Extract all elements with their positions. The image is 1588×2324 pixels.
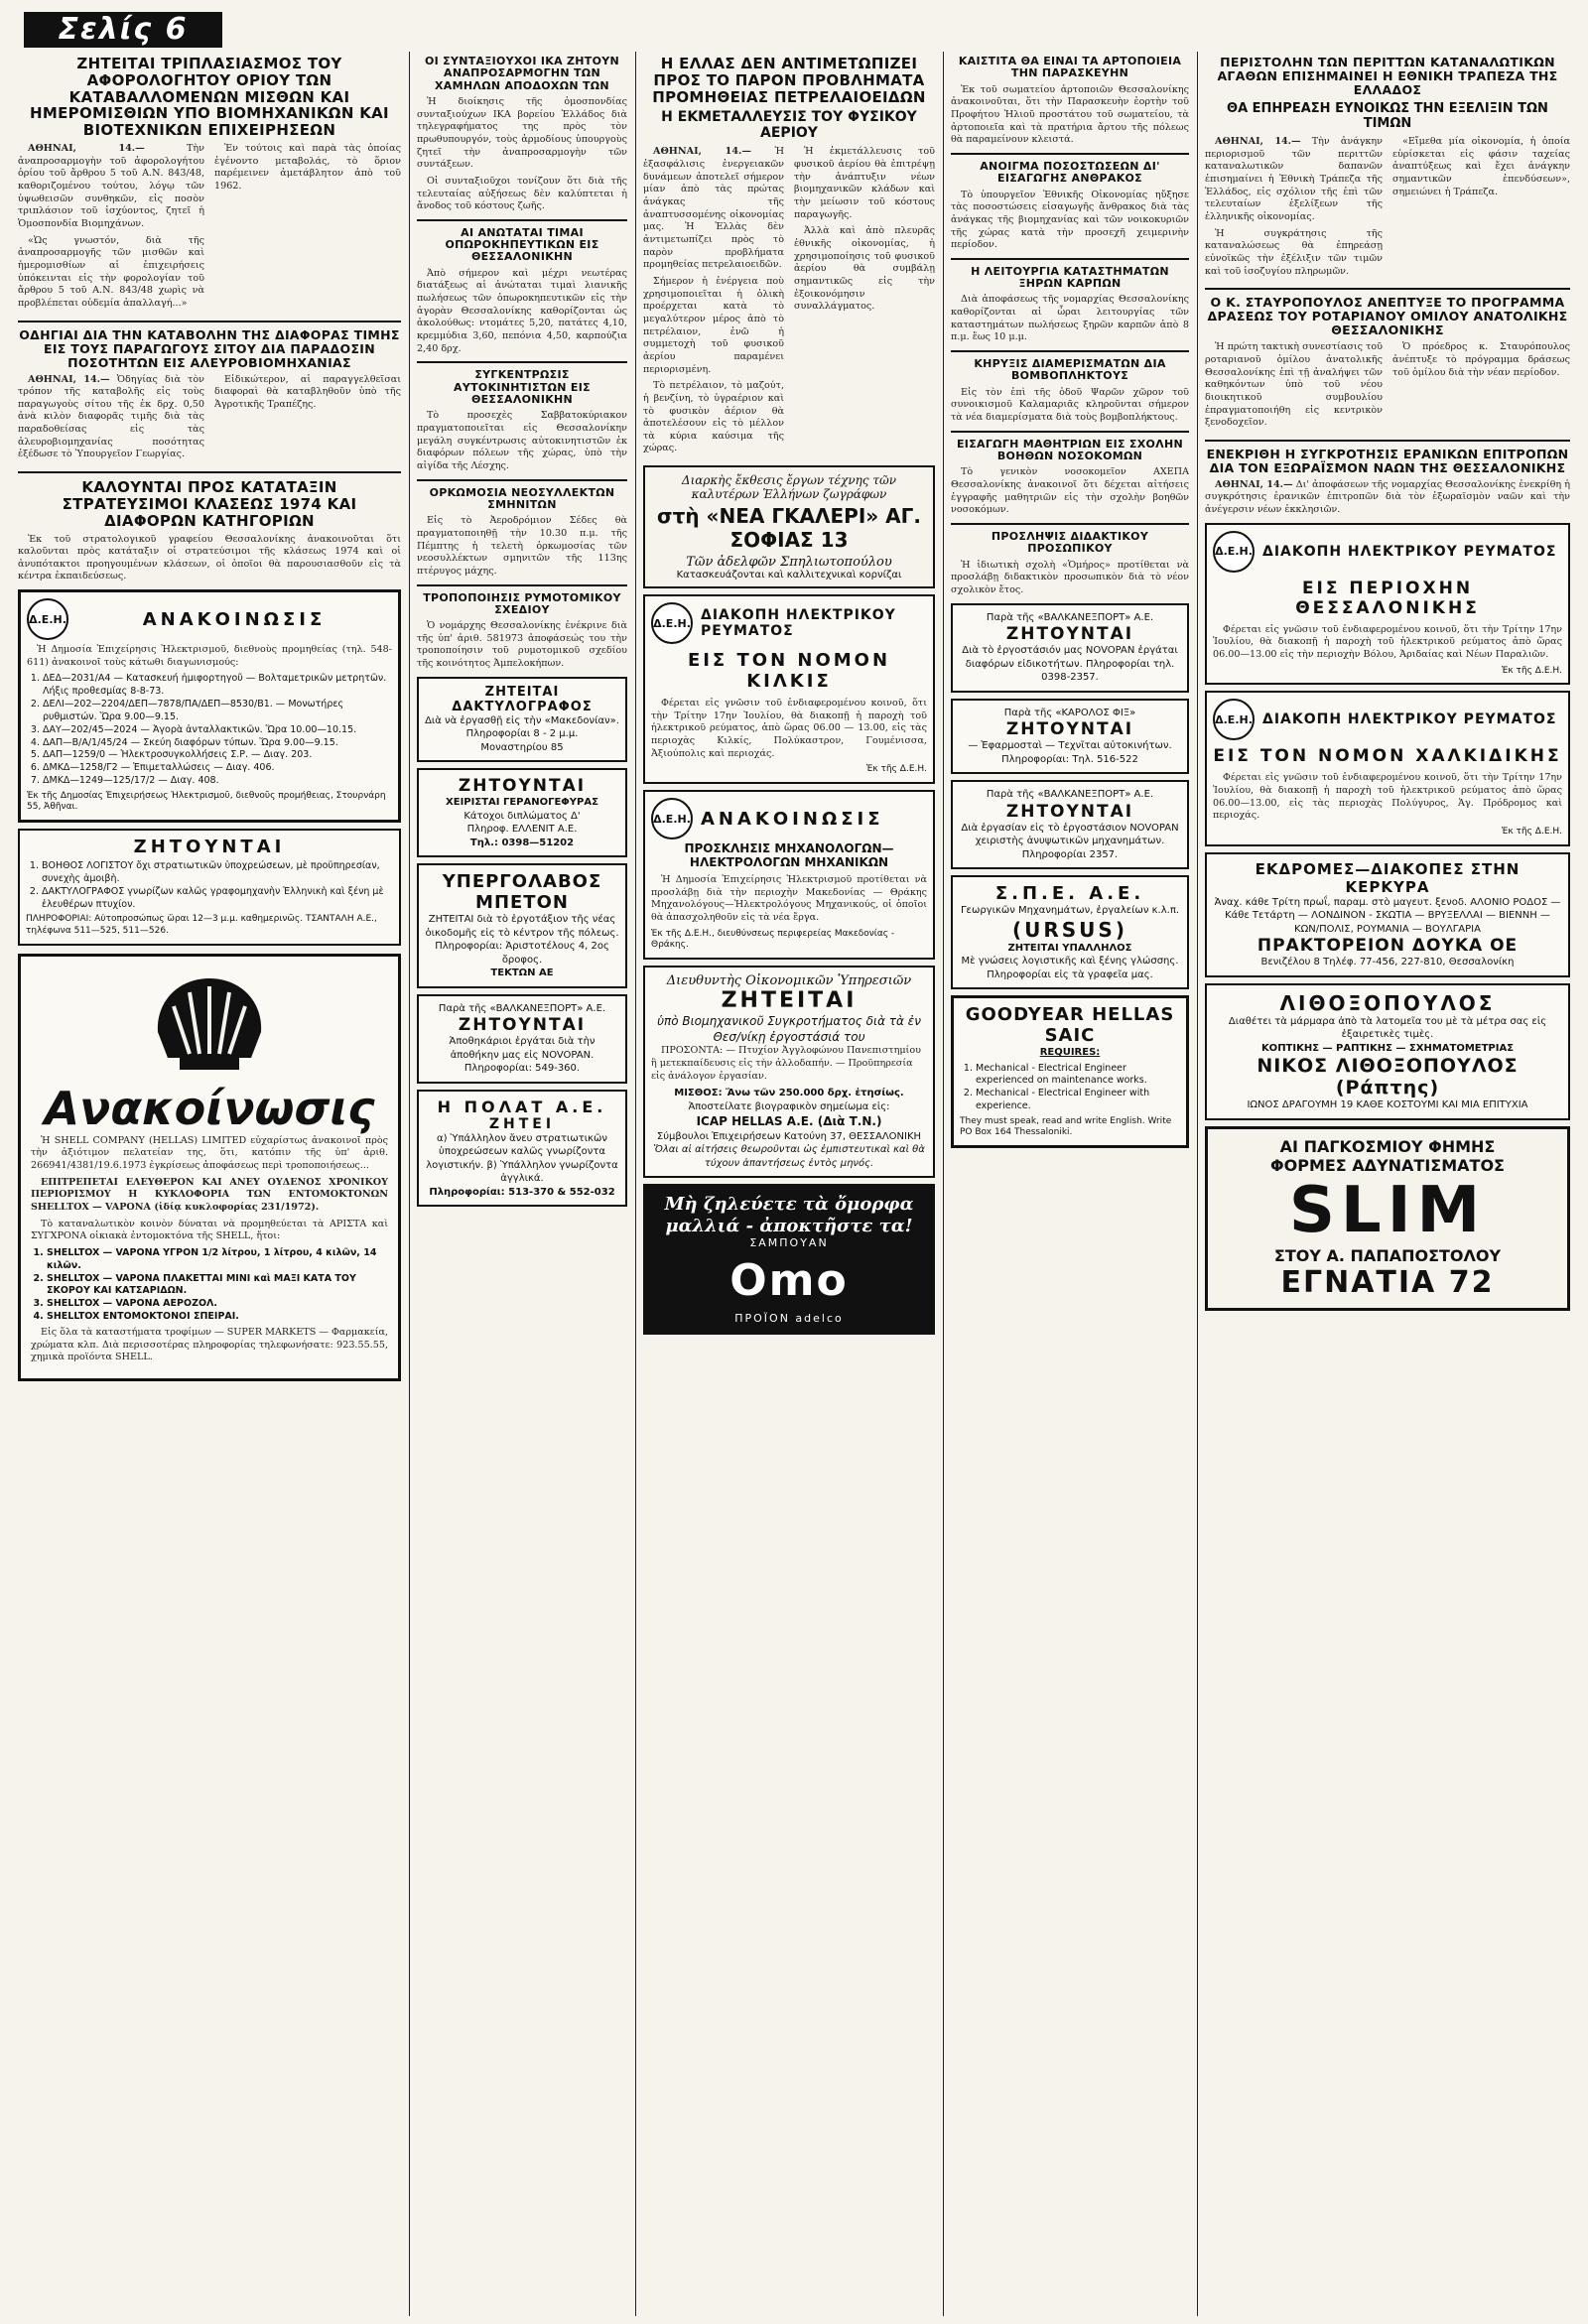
notice-footer: Ἐκ τῆς Δ.Ε.Η.	[1501, 827, 1562, 838]
article-text: «Εἴμεθα μία οἰκονομία, ἡ ὁποία εὑρίσκεται εἰς φάσιν ταχείας ἀναπτύξεως καὶ ἔχει ἀνάγκην σημαντικῶν ἐπενδύσεων», σημειώνει ἡ Τράπεζα.	[1392, 136, 1570, 197]
article-text: Ὁδηγίας διὰ τὸν τρόπον τῆς καταβολῆς εἰς τοὺς παραγωγοὺς σίτου τῆς ἐκ δρχ. 0,50 ἀνὰ κιλὸν διαφορᾶς τιμῆς διὰ τὰς παραδοθείσας εἰς τὰς ἀλευροβιομηχανίας ποσότητας ἐξέδωσε τὸ Ὑπουργεῖον Γεωργίας.	[18, 373, 204, 460]
ad-title: Σ.Π.Ε. Α.Ε.	[994, 883, 1145, 904]
list-item: 1. ΒΟΗΘΟΣ ΛΟΓΙΣΤΟΥ ὄχι στρατιωτικῶν ὑποχρεώσεων, μὲ προϋπηρεσίαν, συνεχὴς ἀμοιβὴ.	[42, 860, 393, 886]
travel-ad	[1205, 852, 1570, 977]
power-outage-notice	[1205, 523, 1570, 686]
ad-text: ΚΟΠΤΙΚΗΣ — ΡΑΠΤΙΚΗΣ — ΣΧΗΜΑΤΟΜΕΤΡΙΑΣ	[1260, 1042, 1515, 1054]
article-text: Τὸ ὑπουργεῖον Ἐθνικῆς Οἰκονομίας ηὔξησε τὰς ποσοστώσεις εἰσαγωγῆς ἄνθρακος διὰ τὰς ἀνάγκας τῆς βιομηχανίας καὶ τῶν νοικοκυριῶν τῆς χώρας κατὰ τὴν προσεχῆ χειμερινὴν περίοδον.	[951, 189, 1189, 251]
omo-shampoo-ad	[643, 1184, 935, 1335]
column-2	[417, 52, 627, 2316]
ad-title: ΖΗΤΟΥΝΤΑΙ	[458, 1015, 587, 1036]
article-text: Ἀπὸ σήμερον καὶ μέχρι νεωτέρας διατάξεως αἱ ἀνώταται τιμαὶ λιανικῆς πωλήσεως τῶν ὀπωροκηπευτικῶν εἰς τὴν ἀγορὰν Θεσσαλονίκης καθορίζονται ὡς ἀκολούθως: ντομάτες 5,20, πατάτες 4,10, κρεμμύδια 3,60, πεπόνια 4,50, καρπούζια 2,40 δρχ.	[417, 267, 627, 354]
divider	[417, 361, 627, 363]
classified-ad	[951, 699, 1189, 775]
subheadline: Η ΕΚΜΕΤΑΛΛΕΥΣΙΣ ΤΟΥ ΦΥΣΙΚΟΥ ΑΕΡΙΟΥ	[661, 109, 917, 142]
ad-text: Σύμβουλοι Ἐπιχειρήσεων Κατούνη 37, ΘΕΣΣΑΛΟΝΙΚΗ	[656, 1130, 922, 1142]
list-item: 3. ΔΑΥ—202/45—2024 — Ἀγορὰ ἀνταλλακτικῶν. Ὥρα 10.00—10.15.	[43, 724, 392, 737]
list-item: 5. ΔΑΠ—1259/0 — Ἠλεκτροσυγκολλήσεις Σ.Ρ. — Διαγ. 203.	[43, 749, 392, 762]
column-rule	[409, 52, 410, 2316]
omo-logo-icon: Omo	[729, 1255, 849, 1307]
column-rule	[943, 52, 944, 2316]
article-text: Ὁ νομάρχης Θεσσαλονίκης ἐνέκρινε διὰ τῆς ὑπ' ἀριθ. 581973 ἀποφάσεώς του τὴν τροποποίησιν τοῦ ρυμοτομικοῦ σχεδίου τῆς κοινότητος Ἀμπελοκήπων.	[417, 620, 627, 670]
ad-text: Ὅλαι αἱ αἰτήσεις θεωροῦνται ὡς ἐμπιστευτικαὶ καὶ θὰ τύχουν ἀπαντήσεως ἐντὸς μηνός.	[653, 1144, 925, 1169]
announcement-footer: Ἐκ τῆς Δημοσίας Ἐπιχειρήσεως Ἠλεκτρισμοῦ, διεθνοῦς προμήθειας, Στουρνάρη 55, Ἀθῆναι.	[27, 790, 386, 813]
classified-ad	[417, 768, 627, 857]
ad-text: Μοναστηρίου 85	[480, 741, 564, 753]
deh-logo-icon: Δ.Ε.Η.	[1213, 531, 1255, 573]
ad-text: Ἀναχ. κάθε Τρίτη πρωΐ, παραμ. στὸ μαγευτ. ξενοδ. ΑΛΟΝΙΟ ΡΟΔΟΣ — Κάθε Τετάρτη — ΛΟΝΔΙΝΟΝ - ΣΚΩΤΙΑ — ΒΡΥΞΕΛΛΑΙ — ΒΙΕΝΝΗ — ΚΩΝ/ΠΟΛΙΣ, ΡΟΥΜΑΝΙΑ — ΒΟΥΛΓΑΡΙΑ	[1214, 896, 1561, 935]
article-text: Ἡ ἐκμετάλλευσις τοῦ φυσικοῦ ἀερίου θὰ ἐπιτρέψῃ τὴν ἀνάπτυξιν νέων βιομηχανικῶν κλάδων καὶ τὴν μείωσιν τοῦ κόστους παραγωγῆς.	[794, 146, 935, 220]
marble-ad	[1205, 983, 1570, 1120]
ad-text: Γεωργικῶν Μηχανημάτων, ἐργαλείων κ.λ.π.	[960, 905, 1180, 916]
newspaper-page	[14, 8, 1574, 2316]
article-text: Ἐκ τοῦ σωματείου ἀρτοποιῶν Θεσσαλονίκης ἀνακοινοῦται, ὅτι τὴν Παρασκευὴν ἑορτὴν τοῦ Προφήτου Ἠλιοῦ προστάτου τοῦ σωματείου, τὰ ἀρτοποιεῖα καὶ τὰ πρατήρια ἄρτου τῆς πόλεως θὰ παραμείνουν κλειστά.	[951, 83, 1189, 146]
ad-footer: ΠΛΗΡΟΦΟΡΙΑΙ: Αὐτοπροσώπως ὥραι 12—3 μ.μ. καθημερινῶς. ΤΣΑΝΤΑΛΗ Α.Ε., τηλέφωνα 511—525, 511—526.	[26, 914, 377, 937]
power-outage-notice	[1205, 691, 1570, 845]
classified-ad	[951, 603, 1189, 693]
ad-text: ΙΩΝΟΣ ΔΡΑΓΟΥΜΗ 19 ΚΑΘΕ ΚΟΣΤΟΥΜΙ ΚΑΙ ΜΙΑ ΕΠΙΤΥΧΙΑ	[1247, 1099, 1528, 1111]
ad-text: Παρὰ τῆς «ΚΑΡΟΛΟΣ ΦΙΞ»	[1003, 707, 1136, 718]
ad-title: ΖΗΤΟΥΝΤΑΙ	[1005, 624, 1134, 644]
divider	[18, 471, 401, 473]
article-text: Ἡ διοίκησις τῆς ὁμοσπονδίας συνταξιούχων ΙΚΑ βορείου Ἑλλάδος διὰ τηλεγραφήματος της πρὸς τὸν πρωθυπουργόν, τοὺς ἁρμοδίους ὑπουργοὺς ζητεῖ τὴν ἀναπροσαρμογὴν τῶν συντάξεων.	[417, 95, 627, 171]
notice-title: ΔΙΑΚΟΠΗ ΗΛΕΚΤΡΙΚΟΥ ΡΕΥΜΑΤΟΣ	[701, 607, 896, 640]
announcement-intro: Ἡ Δημοσία Ἐπιχείρησις Ἠλεκτρισμοῦ, διεθνοὺς προμηθείας (τηλ. 548-611) ἀνακοινοῖ τοὺς κάτωθι διαγωνισμούς:	[27, 644, 392, 668]
list-item: 7. ΔΜΚΔ—1249—125/17/2 — Διαγ. 408.	[43, 775, 392, 788]
shell-ad	[18, 954, 401, 1381]
shell-logo-icon	[150, 972, 269, 1076]
article-text: Ὁ πρόεδρος κ. Σταυρόπουλος ἀνέπτυξε τὸ πρόγραμμα δράσεως τοῦ ὁμίλου διὰ τὴν νέαν περίοδον.	[1392, 341, 1570, 378]
headline: ΑΝΟΙΓΜΑ ΠΟΣΟΣΤΩΣΕΩΝ ΔΙ' ΕΙΣΑΓΩΓΗΣ ΑΝΘΡΑΚΟΣ	[980, 159, 1160, 186]
notice-title: ΔΙΑΚΟΠΗ ΗΛΕΚΤΡΙΚΟΥ ΡΕΥΜΑΤΟΣ	[1262, 711, 1557, 728]
ad-title: Η ΠΟΛΑΤ Α.Ε.	[437, 1097, 607, 1116]
notice-area: ΕΙΣ ΤΟΝ ΝΟΜΟΝ ΚΙΛΚΙΣ	[687, 650, 891, 693]
divider	[951, 153, 1189, 155]
ad-text: ΖΗΤΕΙΤΑΙ ΥΠΑΛΛΗΛΟΣ	[1007, 942, 1132, 954]
classified-ad	[417, 677, 627, 763]
divider	[951, 258, 1189, 260]
subheadline: ΘΑ ΕΠΗΡΕΑΣΗ ΕΥΝΟΙΚΩΣ ΤΗΝ ΕΞΕΛΙΞΙΝ ΤΩΝ ΤΙΜΩΝ	[1227, 101, 1548, 131]
column-5	[1205, 52, 1570, 2316]
ad-text: Τῶν ἀδελφῶν Σπηλιωτοπούλου	[686, 555, 892, 571]
headline: Η ΛΕΙΤΟΥΡΓΙΑ ΚΑΤΑΣΤΗΜΑΤΩΝ ΞΗΡΩΝ ΚΑΡΠΩΝ	[971, 264, 1169, 291]
list-item: 3. SHELLTOX — VAPONA ΑΕΡΟΖΟΛ.	[47, 1298, 388, 1311]
article-text: Εἰδικώτερον, αἱ παραγγελθεῖσαι διαφοραὶ θὰ καταβληθοῦν ὑπὸ τῆς Ἀγροτικῆς Τραπέζης.	[214, 373, 401, 410]
ad-text: Κάτοχοι διπλώματος Δ'	[463, 810, 581, 822]
article-text: Ἐκ τοῦ στρατολογικοῦ γραφείου Θεσσαλονίκης ἀνακοινοῦται ὅτι καλοῦνται πρὸς κατάταξιν οἱ στρατεύσιμοι τῆς κλάσεως 1974 καὶ οἱ ἀνυπότακτοι προηγουμένων κλάσεων, οἱ ὁποῖοι θὰ παρουσιασθοῦν εἰς τὰ κέντρα ἐκπαιδεύσεως.	[18, 533, 401, 582]
power-outage-notice	[643, 594, 935, 784]
ad-text: Παρὰ τῆς «ΒΑΛΚΑΝΕΞΠΟΡΤ» Α.Ε.	[986, 611, 1154, 623]
ad-text: Ἀποθηκάριοι ἐργάται διὰ τὴν ἀποθήκην μας εἰς NOVOPAN. Πληροφορίαι: 549-360.	[449, 1036, 596, 1075]
ad-title: ΠΡΑΚΤΟΡΕΙΟΝ ΔΟΥΚΑ ΟΕ	[1257, 936, 1519, 957]
ad-title: ΖΗΤΟΥΝΤΑΙ	[133, 837, 286, 858]
article-text: Ἐν τούτοις καὶ παρὰ τὰς ὁποίας ἐγένοντο μεταβολάς, τὸ ὅριον παρέμεινεν ἀμετάβλητον ἀπὸ τοῦ 1962.	[214, 142, 401, 192]
ad-text: Μὲ γνώσεις λογιστικῆς καὶ ξένης γλώσσης. Πληροφορίαι εἰς τὰ γραφεῖα μας.	[961, 956, 1179, 980]
ad-text: Διὰ τὸ ἐργοστάσιόν μας NOVOPAN ἐργάται διαφόρων εἰδικοτήτων. Πληροφορίαι τηλ. 0398-2357.	[962, 645, 1178, 683]
ad-text: Τηλ.: 0398—51202	[469, 837, 575, 848]
ad-text: REQUIRES:	[1039, 1047, 1101, 1058]
deh-logo-icon: Δ.Ε.Η.	[27, 598, 68, 640]
article-text: Τὴν ἀναπροσαρμογὴν τοῦ ἀφορολογήτου ὁρίου τοῦ ἄρθρου 5 τοῦ Α.Ν. 843/48, καθοριζομένου τούτου, λόγῳ τῶν ὑψωθεισῶν συνθηκῶν, εἰς ποσὸν τριπλάσιον τοῦ ἰσχύοντος, ζητεῖ ἡ Ὁμοσπονδία Βιομηχάνων.	[18, 142, 204, 229]
list-item: 1. SHELLTOX — VAPONA ΥΓΡΟΝ 1/2 λίτρου, 1 λίτρου, 4 κιλῶν, 14 κιλῶν.	[47, 1247, 388, 1273]
divider	[1205, 288, 1570, 290]
divider	[951, 431, 1189, 433]
ad-text: ΖΗΤΕΙΤΑΙ διὰ τὸ ἐργοτάξιον τῆς νέας ὀικοδομῆς εἰς τὸ κέντρον τῆς πόλεως. Πληροφορίαι: Ἀριστοτέλους 4, 2ος ὄροφος.	[425, 914, 619, 966]
announcement-title: ΑΝΑΚΟΙΝΩΣΙΣ	[142, 608, 327, 630]
ad-text: ΠΡΟΣΟΝΤΑ: — Πτυχίον Ἀγγλοφώνου Πανεπιστημίου ἢ μετεκπαίδευσις εἰς τὴν ἀλλοδαπήν. — Προϋπηρεσία εἰς ἀνάλογον ἐργασίαν.	[651, 1045, 921, 1082]
ad-text: Βενιζέλου 8 Τηλέφ. 77-456, 227-810, Θεσσαλονίκη	[1260, 957, 1515, 968]
goodyear-ad	[951, 995, 1189, 1148]
ad-text: Διαρκὴς ἔκθεσις ἔργων τέχνης τῶν καλυτέρων Ἑλλήνων ζωγράφων	[681, 473, 897, 502]
dateline: ΑΘΗΝΑΙ, 14.—	[1215, 136, 1301, 147]
divider	[417, 479, 627, 481]
headline: Η ΕΛΛΑΣ ΔΕΝ ΑΝΤΙΜΕΤΩΠΙΖΕΙ ΠΡΟΣ ΤΟ ΠΑΡΟΝ ΠΡΟΒΛΗΜΑΤΑ ΠΡΟΜΗΘΕΙΑΣ ΠΕΤΡΕΛΑΙΟΕΙΔΩΝ	[652, 55, 926, 106]
deh-logo-icon: Δ.Ε.Η.	[651, 798, 693, 839]
ad-title: ΖΗΤΟΥΝΤΑΙ	[1005, 719, 1134, 739]
ad-text: ΠΡΟΪΟΝ adelco	[734, 1312, 844, 1326]
ad-title: ΝΙΚΟΣ ΛΙΘΟΞΟΠΟΥΛΟΣ (Ράπτης)	[1257, 1055, 1519, 1099]
classified-ad	[951, 875, 1189, 989]
divider	[417, 219, 627, 221]
ad-title: ΖΗΤΟΥΝΤΑΙ	[458, 776, 587, 797]
notice-text: Φέρεται εἰς γνῶσιν τοῦ ἐνδιαφερομένου κοινοῦ, ὅτι τὴν Τρίτην 17ην Ἰουλίου, θὰ διακοπῇ ἡ παροχὴ τοῦ ἠλεκτρικοῦ ρεύματος ἀπὸ ὥρας 06.00—13.00 εἰς τὴν περιοχὴν Βόλου, Ἀριδαίας καὶ Νέων Παραλιῶν.	[1213, 623, 1562, 661]
dateline: ΑΘΗΝΑΙ, 14.—	[1215, 478, 1293, 490]
list-item: 1. ΔΕΔ—2031/Α4 — Κατασκευή ἡμιφορτηγοῦ — Βολταμετρικῶν μετρητῶν. Λήξις προθεσμίας 8-8-73.	[43, 673, 392, 699]
article-text: Τὸ γενικὸν νοσοκομεῖον ΑΧΕΠΑ Θεσσαλονίκης ἀνακοινοῖ ὅτι δέχεται αἰτήσεις ἐγγραφῆς μαθητριῶν εἰς τὴν σχολὴν βοηθῶν νοσοκόμων.	[951, 466, 1189, 516]
ad-text: Πληροφ. ΕΛΛΕΝΙΤ Α.Ε.	[466, 824, 578, 836]
ad-text: Διαθέτει τὰ μάρμαρα ἀπὸ τὰ λατομεῖα του μὲ τὰ μέτρα σας εἰς ἐξαιρετικὲς τιμὲς.	[1228, 1015, 1547, 1041]
ad-text: ΧΕΙΡΙΣΤΑΙ ΓΕΡΑΝΟΓΕΦΥΡΑΣ	[446, 797, 598, 809]
divider	[951, 523, 1189, 525]
ad-title: ΖΗΤΟΥΝΤΑΙ	[1005, 801, 1134, 822]
ad-title: ΖΗΤΕΙΤΑΙ ΔΑΚΤΥΛΟΓΡΑΦΟΣ	[452, 684, 593, 714]
ad-text: ΣΑΜΠΟΥΑΝ	[749, 1236, 829, 1250]
article-text: Εἰς τὸ Ἀεροδρόμιον Σέδες θὰ πραγματοποιηθῇ τὴν 10.30 π.μ. τῆς Πέμπτης ἡ τελετὴ ὁρκωμοσίας τῶν νεοσυλλέκτων σμηνιτῶν τῆς 113ης πτέρυγος μάχης.	[417, 515, 627, 577]
column-rule	[635, 52, 636, 2316]
masthead	[14, 8, 1574, 52]
list-item: 2. Mechanical - Electrical Engineer with experience.	[976, 1088, 1180, 1113]
article-text: Ἡ πρώτη τακτικὴ συνεστίασις τοῦ ροταριανοῦ ὁμίλου ἀνατολικῆς Θεσσαλονίκης ἐπὶ τῇ ἀναλήψει τῶν καθηκόντων ὑπὸ τοῦ νέου διοικητικοῦ συμβουλίου ἐπραγματοποιήθη εἰς κεντρικὸν ξενοδοχεῖον.	[1205, 341, 1384, 429]
ad-text: Ἀποστείλατε βιογραφικὸν σημείωμα εἰς:	[688, 1100, 890, 1112]
headline: ΟΔΗΓΙΑΙ ΔΙΑ ΤΗΝ ΚΑΤΑΒΟΛΗΝ ΤΗΣ ΔΙΑΦΟΡΑΣ ΤΙΜΗΣ ΕΙΣ ΤΟΥΣ ΠΑΡΑΓΩΓΟΥΣ ΣΙΤΟΥ ΔΙΑ ΠΑΡΑΔΟΣΙΝ ΠΟΣΟΤΗΤΩΝ ΕΙΣ ΑΛΕΥΡΟΒΙΟΜΗΧΑΝΙΑΣ	[19, 326, 400, 370]
ad-text: ὑπὸ Βιομηχανικοῦ Συγκροτήματος διὰ τὰ ἐν Θεσ/νίκῃ ἐργοστάσιά του	[657, 1014, 921, 1045]
headline: ΑΙ ΑΝΩΤΑΤΑΙ ΤΙΜΑΙ ΟΠΩΡΟΚΗΠΕΥΤΙΚΩΝ ΕΙΣ ΘΕΣΣΑΛΟΝΙΚΗΝ	[445, 225, 599, 264]
headline: Ο Κ. ΣΤΑΥΡΟΠΟΥΛΟΣ ΑΝΕΠΤΥΞΕ ΤΟ ΠΡΟΓΡΑΜΜΑ ΔΡΑΣΕΩΣ ΤΟΥ ΡΟΤΑΡΙΑΝΟΥ ΟΜΙΛΟΥ ΑΝΑΤΟΛΙΚΗΣ ΘΕΣΣΑΛΟΝΙΚΗΣ	[1207, 295, 1568, 338]
article-text: Ἡ ἰδιωτικὴ σχολὴ «Ὁμήρος» προτίθεται νὰ προσλάβῃ διδακτικὸν προσωπικὸν διὰ τὸ νέον σχολικὸν ἔτος.	[951, 559, 1189, 595]
headline: ΕΝΕΚΡΙΘΗ Η ΣΥΓΚΡΟΤΗΣΙΣ ΕΡΑΝΙΚΩΝ ΕΠΙΤΡΟΠΩΝ ΔΙΑ ΤΟΝ ΕΞΩΡΑΪΣΜΟΝ ΝΑΩΝ ΤΗΣ ΘΕΣΣΑΛΟΝΙΚΗΣ	[1206, 446, 1569, 475]
ad-title: ΥΠΕΡΓΟΛΑΒΟΣ ΜΠΕΤΟΝ	[442, 871, 602, 914]
ad-slogan: Μὴ ζηλεύετε τὰ ὄμορφα μαλλιά - ἀποκτῆστε τα!	[664, 1194, 914, 1236]
notice-footer: Ἐκ τῆς Δ.Ε.Η.	[865, 764, 927, 775]
ad-text: Τὸ καταναλωτικὸν κοινὸν δύναται νὰ προμηθεύεται τὰ ΑΡΙΣΤΑ καὶ ΣΥΓΧΡΟΝΑ οἰκιακὰ ἐντομοκτόνα τῆς SHELL, ἤτοι:	[31, 1218, 388, 1242]
announcement-box	[643, 790, 935, 960]
headline: ΟΙ ΣΥΝΤΑΞΙΟΥΧΟΙ ΙΚΑ ΖΗΤΟΥΝ ΑΝΑΠΡΟΣΑΡΜΟΓΗΝ ΤΩΝ ΧΑΜΗΛΩΝ ΑΠΟΔΟΧΩΝ ΤΩΝ	[424, 55, 620, 92]
notice-title: ΔΙΑΚΟΠΗ ΗΛΕΚΤΡΙΚΟΥ ΡΕΥΜΑΤΟΣ	[1262, 543, 1557, 560]
job-ad	[18, 829, 401, 946]
article-text: Διὰ ἀποφάσεως τῆς νομαρχίας Θεσσαλονίκης καθορίζονται αἱ ὧραι λειτουργίας τῶν καταστημάτων πωλήσεως ξηρῶν καρπῶν ἀπὸ 8 π.μ. ἕως 10 μ.μ.	[951, 294, 1189, 343]
slim-ad	[1205, 1126, 1570, 1311]
list-item: 4. ΔΑΠ—Β/Α/1/45/24 — Σκεύη διαφόρων τύπων. Ὥρα 9.00—9.15.	[43, 737, 392, 750]
dateline: ΑΘΗΝΑΙ, 14.—	[28, 142, 145, 154]
ad-title: στὴ «ΝΕΑ ΓΚΑΛΕΡΙ» ΑΓ. ΣΟΦΙΑΣ 13	[657, 504, 921, 553]
article-text: Ἡ ἐξασφάλισις ἐνεργειακῶν δυνάμεων ἀποτελεῖ σήμερον μίαν ἀπὸ τὰς πρώτας ἀνάγκας τῆς ἀναπτυσσομένης οἰκονομίας μας. Ἡ Ἑλλὰς δὲν ἀντιμετωπίζει πρὸς τὸ παρὸν προβλήματα προμηθείας πετρελαιοειδῶν.	[643, 146, 784, 271]
ad-text: ΤΕΚΤΩΝ ΑΕ	[490, 968, 554, 979]
headline: ΤΡΟΠΟΠΟΙΗΣΙΣ ΡΥΜΟΤΟΜΙΚΟΥ ΣΧΕΔΙΟΥ	[423, 590, 621, 616]
tender-list	[43, 673, 392, 787]
ad-text: Παρὰ τῆς «ΒΑΛΚΑΝΕΞΠΟΡΤ» Α.Ε.	[438, 1002, 606, 1014]
classified-ad	[417, 994, 627, 1084]
classified-ad	[951, 780, 1189, 869]
dateline: ΑΘΗΝΑΙ, 14.—	[28, 373, 110, 385]
headline: ΖΗΤΕΙΤΑΙ ΤΡΙΠΛΑΣΙΑΣΜΟΣ ΤΟΥ ΑΦΟΡΟΛΟΓΗΤΟΥ ΟΡΙΟΥ ΤΩΝ ΚΑΤΑΒΑΛΛΟΜΕΝΩΝ ΜΙΣΘΩΝ ΚΑΙ ΗΜΕΡΟΜΙΣΘΙΩΝ ΥΠΟ ΒΙΟΜΗΧΑΝΙΚΩΝ ΚΑΙ ΒΙΟΤΕΧΝΙΚΩΝ ΕΠΙΧΕΙΡΗΣΕΩΝ	[30, 55, 389, 140]
notice-text: Φέρεται εἰς γνῶσιν τοῦ ἐνδιαφερομένου κοινοῦ, ὅτι τὴν Τρίτην 17ην Ἰουλίου, θὰ διακοπῇ ἡ παροχὴ τοῦ ἠλεκτρικοῦ ρεύματος, ἀπὸ ὥρας 06.00 — 13.00, εἰς τὰς περιοχὰς Κιλκίς, Πολύκαστρον, Γουμένισσα, Ἀξιούπολις καὶ περιοχάς.	[651, 698, 927, 759]
article-text: Δι' ἀποφάσεων τῆς νομαρχίας Θεσσαλονίκης ἐνεκρίθη ἡ συγκρότησις ἐρανικῶν ἐπιτροπῶν διὰ τὸν ἐξωραϊσμὸν ναῶν καὶ τὴν ἀνέγερσιν νέων ἐκκλησιῶν.	[1205, 478, 1570, 516]
slim-logo-icon: SLIM	[1288, 1173, 1487, 1247]
list-item: 2. ΔΑΚΤΥΛΟΓΡΑΦΟΣ γνωρίζων καλῶς γραφομηχανὴν Ἑλληνικὴ καὶ ξένη μὲ ἐλευθέρων πτυχίον.	[42, 886, 393, 912]
column-rule	[1197, 52, 1198, 2316]
headline: ΕΙΣΑΓΩΓΗ ΜΑΘΗΤΡΙΩΝ ΕΙΣ ΣΧΟΛΗΝ ΒΟΗΘΩΝ ΝΟΣΟΚΟΜΩΝ	[956, 437, 1184, 462]
notice-footer: Ἐκ τῆς Δ.Ε.Η.	[1501, 665, 1562, 676]
notice-area: ΕΙΣ ΤΟΝ ΝΟΜΟΝ ΧΑΛΚΙΔΙΚΗΣ	[1213, 746, 1562, 767]
job-ad	[643, 966, 935, 1178]
ad-title: ΖΗΤΕΙ	[488, 1115, 556, 1132]
ad-text: — Ἐφαρμοσταὶ — Τεχνῖται αὐτοκινήτων. Πληροφορίαι: Τηλ. 516-522	[968, 740, 1172, 765]
article-text: Ἡ συγκράτησις τῆς καταναλώσεως θὰ ἐπηρεάσῃ εὐνοϊκῶς τὴν ἐξέλιξιν τῶν τιμῶν καὶ τοῦ ἰσοζυγίου πληρωμῶν.	[1205, 227, 1383, 277]
article-text: Σήμερον ἡ ἐνέργεια ποὺ χρησιμοποιεῖται ἡ ὁλικὴ προέρχεται κατὰ τὸ μεγαλύτερον μέρος ἀπὸ τὸ πετρέλαιον, ἐνῶ ἡ συμμετοχὴ τοῦ φυσικοῦ ἀερίου παραμένει περιορισμένη.	[643, 275, 784, 375]
classified-ad	[417, 1090, 627, 1208]
ad-text: ΕΓΝΑΤΙΑ 72	[1280, 1264, 1495, 1300]
ursus-logo-icon: (URSUS)	[1012, 917, 1127, 942]
article-text: Οἱ συνταξιοῦχοι τονίζουν ὅτι διὰ τῆς τελευταίας αὐξήσεως δὲν καλύπτεται ἡ ἄνοδος τοῦ κόστους ζωῆς.	[417, 175, 627, 212]
page-label: Σελίς 6	[24, 12, 222, 48]
announcement-text: Ἡ Δημοσία Ἐπιχείρησις Ἠλεκτρισμοῦ προτίθεται νὰ προσλάβῃ διὰ τὴν περιοχὴν Μακεδονίας — Θράκης Μηχανολόγους—Ἠλεκτρολόγους Μηχανικούς, οἱ ὁποῖοι θὰ ἀπασχοληθοῦν εἰς τὰ νέα ἔργα.	[651, 874, 927, 924]
article-text: Τὸ πετρέλαιον, τὸ μαζούτ, ἡ βενζίνη, τὸ ὑγραέριον καὶ τὸ φυσικὸν ἀέριον θὰ ἀποτελέσουν εἰς τὸ μέλλον τὰ κύρια καύσιμα τῆς χώρας.	[643, 380, 784, 454]
headline: ΚΑΛΟΥΝΤΑΙ ΠΡΟΣ ΚΑΤΑΤΑΞΙΝ ΣΤΡΑΤΕΥΣΙΜΟΙ ΚΛΑΣΕΩΣ 1974 ΚΑΙ ΔΙΑΦΟΡΩΝ ΚΑΤΗΓΟΡΙΩΝ	[62, 478, 357, 530]
deh-logo-icon: Δ.Ε.Η.	[651, 602, 693, 644]
ad-text: Ἡ SHELL COMPANY (HELLAS) LIMITED εὐχαρίστως ἀνακοινοῖ πρὸς τὴν ἀξιότιμον πελατείαν της, ὅτι, κατόπιν τῆς ὑπ' ἀριθ. 266941/4381/19.6.1973 ἐγκρίσεως ἀποφάσεως περὶ τροποποιήσεως...	[31, 1134, 388, 1172]
headline: ΚΑΙΣΤΙΤΑ ΘΑ ΕΙΝΑΙ ΤΑ ΑΡΤΟΠΟΙΕΙΑ ΤΗΝ ΠΑΡΑΣΚΕΥΗΝ	[958, 55, 1182, 80]
list-item: 4. SHELLTOX ΕΝΤΟΜΟΚΤΟΝΟΙ ΣΠΕΙΡΑΙ.	[47, 1311, 388, 1324]
ad-text: ΜΙΣΘΟΣ: Ἄνω τῶν 250.000 δρχ. ἐτησίως.	[674, 1088, 904, 1099]
article-text: Τὴν ἀνάγκην περιορισμοῦ τῶν περιττῶν καταναλωτικῶν δαπανῶν ἐπισημαίνει ἡ Ἐθνικὴ Τράπεζα τῆς Ἑλλάδος, εἰς σχόλιον τῆς ἐπὶ τῶν τελευταίων ἐξελίξεων τῆς ἑλληνικῆς οἰκονομίας.	[1205, 136, 1383, 222]
ad-text: ΦΟΡΜΕΣ ΑΔΥΝΑΤΙΣΜΑΤΟΣ	[1270, 1155, 1505, 1175]
list-item: 6. ΔΜΚΔ—1258/Γ2 — Ἐπιμεταλλώσεις — Διαγ. 406.	[43, 762, 392, 775]
ad-text: ΑΙ ΠΑΓΚΟΣΜΙΟΥ ΦΗΜΗΣ	[1279, 1136, 1496, 1156]
ad-text: Παρὰ τῆς «ΒΑΛΚΑΝΕΞΠΟΡΤ» Α.Ε.	[986, 789, 1154, 800]
ad-title: GOODYEAR HELLAS SAIC	[965, 1004, 1175, 1046]
headline: ΟΡΚΩΜΟΣΙΑ ΝΕΟΣΥΛΛΕΚΤΩΝ ΣΜΗΝΙΤΩΝ	[429, 485, 615, 511]
article-text: Τὸ προσεχὲς Σαββατοκύριακον πραγματοποιεῖται εἰς Θεσσαλονίκην μεγάλη συγκέντρωσις αὐτοκινητιστῶν ἐκ διαφόρων πόλεων τῆς χώρας, ὑπὸ τὴν αἰγίδα τῆς Λέσχης.	[417, 410, 627, 471]
column-1	[18, 52, 401, 2316]
announcement-box	[18, 589, 401, 823]
headline: ΚΗΡΥΞΙΣ ΔΙΑΜΕΡΙΣΜΑΤΩΝ ΔΙΑ ΒΟΜΒΟΠΛΗΚΤΟΥΣ	[974, 357, 1166, 383]
ad-text: ΣΤΟΥ Α. ΠΑΠΑΠΟΣΤΟΛΟΥ	[1273, 1245, 1502, 1265]
divider	[1205, 440, 1570, 442]
notice-text: Φέρεται εἰς γνῶσιν τοῦ ἐνδιαφερομένου κοινοῦ, ὅτι τὴν Τρίτην 17ην Ἰουλίου, θὰ διακοπῇ ἡ παροχὴ τοῦ ἠλεκτρικοῦ ρεύματος ἀπὸ ὥρας 06.00—13.00, εἰς τὰς περιοχὰς Πολύγυρος, Ἁγ. Πρόδρομος καὶ περιοχάς.	[1213, 772, 1562, 822]
list-item: 2. SHELLTOX — VAPONA ΠΛΑΚΕΤΤΑΙ ΜΙΝΙ καὶ ΜΑΞΙ ΚΑΤΑ ΤΟΥ ΣΚΟΡΟΥ ΚΑΙ ΚΑΤΣΑΡΙΔΩΝ.	[47, 1273, 388, 1299]
list-item: 1. Mechanical - Electrical Engineer experienced on maintenance works.	[976, 1063, 1180, 1089]
ad-text: Διὰ ἐργασίαν εἰς τὸ ἐργοστάσιον NOVOPAN χειριστὴς ἀνυψωτικῶν μηχανημάτων. Πληροφορίαι 2357.	[961, 822, 1179, 860]
article-text: «Ὡς γνωστόν, διὰ τῆς ἀναπροσαρμογῆς τῶν μισθῶν καὶ ἡμερομισθίων αἱ ἐπιχειρήσεις ὑπόκεινται εἰς τὴν φορολογίαν τοῦ ἄρθρου 5 τοῦ Α.Ν. 843/48 χωρὶς νὰ προβλέπεται οὐδεμία ἀπαλλαγή...»	[18, 234, 204, 309]
deh-logo-icon: Δ.Ε.Η.	[1213, 699, 1255, 740]
ad-text: Διευθυντὴς Οἰκονομικῶν Ὑπηρεσιῶν	[666, 973, 912, 989]
column-3	[643, 52, 935, 2316]
ad-text: Πληροφορίαι: 513-370 & 552-032	[429, 1186, 615, 1198]
divider	[18, 321, 401, 323]
divider	[417, 584, 627, 586]
ad-text: Διὰ νὰ ἐργασθῇ εἰς τὴν «Μακεδονίαν». Πληροφορίαι 8 - 2 μ.μ.	[425, 714, 619, 740]
announcement-footer: Ἐκ τῆς Δ.Ε.Η., διευθύνσεως περιφερείας Μακεδονίας - Θράκης.	[651, 928, 895, 951]
ad-text: ΕΠΙΤΡΕΠΕΤΑΙ ΕΛΕΥΘΕΡΟΝ ΚΑΙ ΑΝΕΥ ΟΥΔΕΝΟΣ ΧΡΟΝΙΚΟΥ ΠΕΡΙΟΡΙΣΜΟΥ Η ΚΥΚΛΟΦΟΡΙΑ ΤΩΝ ΕΝΤΟΜΟΚΤΟΝΩΝ SHELLTOX — VAPONA (ἰδίᾳ κυκλοφορίας 231/1972).	[31, 1176, 388, 1214]
divider	[951, 350, 1189, 352]
classified-ad	[417, 863, 627, 988]
ad-text: Κατασκευάζονται καὶ καλλιτεχνικαὶ κορνίζαι	[676, 570, 902, 581]
list-item: 2. ΔΕΛΙ—202—2204/ΔΕΠ—7878/ΠΑ/ΔΕΠ—8530/Β1. — Μονωτήρες ρυθμιστών. Ὥρα 9.00—9.15.	[43, 699, 392, 724]
article-text: Ἀλλὰ καὶ ἀπὸ πλευρᾶς ἐθνικῆς οἰκονομίας, ἡ χρησιμοποίησις τοῦ φυσικοῦ ἀερίου θὰ συμβάλῃ σημαντικῶς εἰς τὴν ἐξοικονόμησιν συναλλάγματος.	[794, 225, 935, 313]
ad-text: ICAP HELLAS A.E. (Διὰ Τ.Ν.)	[696, 1114, 882, 1129]
ad-title: Ανακοίνωσις	[44, 1081, 375, 1135]
headline: ΠΕΡΙΣΤΟΛΗΝ ΤΩΝ ΠΕΡΙΤΤΩΝ ΚΑΤΑΝΑΛΩΤΙΚΩΝ ΑΓΑΘΩΝ ΕΠΙΣΗΜΑΙΝΕΙ Η ΕΘΝΙΚΗ ΤΡΑΠΕΖΑ ΤΗΣ ΕΛΛΑΔΟΣ	[1217, 55, 1558, 97]
announcement-title: ΑΝΑΚΟΙΝΩΣΙΣ	[701, 808, 884, 830]
gallery-ad	[643, 465, 935, 588]
ad-text: α) Ὑπάλληλον ἄνευ στρατιωτικῶν ὑποχρεώσεων καλῶς γνωρίζοντα λογιστικήν. β) Ὑπάλληλον γνωρίζοντα ἀγγλικά.	[426, 1132, 618, 1185]
ad-title: ΖΗΤΕΙΤΑΙ	[721, 988, 858, 1014]
ad-title: ΕΚΔΡΟΜΕΣ—ΔΙΑΚΟΠΕΣ ΣΤΗΝ ΚΕΡΚΥΡΑ	[1255, 859, 1521, 896]
column-4	[951, 52, 1189, 2316]
notice-area: ΕΙΣ ΠΕΡΙΟΧΗΝ ΘΕΣΣΑΛΟΝΙΚΗΣ	[1295, 578, 1480, 618]
dateline: ΑΘΗΝΑΙ, 14.—	[653, 146, 751, 158]
headline: ΠΡΟΣΛΗΨΙΣ ΔΙΔΑΚΤΙΚΟΥ ΠΡΟΣΩΠΙΚΟΥ	[991, 529, 1149, 556]
article-text: Εἰς τὸν ἐπὶ τῆς ὁδοῦ Ψαρῶν χῶρον τοῦ συνοικισμοῦ Καλαμαριᾶς κληροῦνται σήμερον τὰ νέα διαμερίσματα διὰ τοὺς βομβοπλήκτους.	[951, 386, 1189, 423]
ad-title: ΛΙΘΟΞΟΠΟΥΛΟΣ	[1279, 990, 1496, 1015]
headline: ΣΥΓΚΕΝΤΡΩΣΙΣ ΑΥΤΟΚΙΝΗΤΙΣΤΩΝ ΕΙΣ ΘΕΣΣΑΛΟΝΙΚΗΝ	[454, 368, 591, 406]
announcement-subtitle: ΠΡΟΣΚΛΗΣΙΣ ΜΗΧΑΝΟΛΟΓΩΝ—ΗΛΕΚΤΡΟΛΟΓΩΝ ΜΗΧΑΝΙΚΩΝ	[684, 841, 894, 870]
ad-footer: They must speak, read and write English. Write PO Box 164 Thessaloniki.	[960, 1115, 1172, 1138]
ad-footer: Εἰς ὅλα τὰ καταστήματα τροφίμων — SUPER MARKETS — Φαρμακεία, χρώματα κλπ. Διὰ περισσοτέρας πληροφορίας τηλεφωνήσατε: 923.55.55, χημικὰ προϊόντα SHELL.	[31, 1326, 388, 1363]
